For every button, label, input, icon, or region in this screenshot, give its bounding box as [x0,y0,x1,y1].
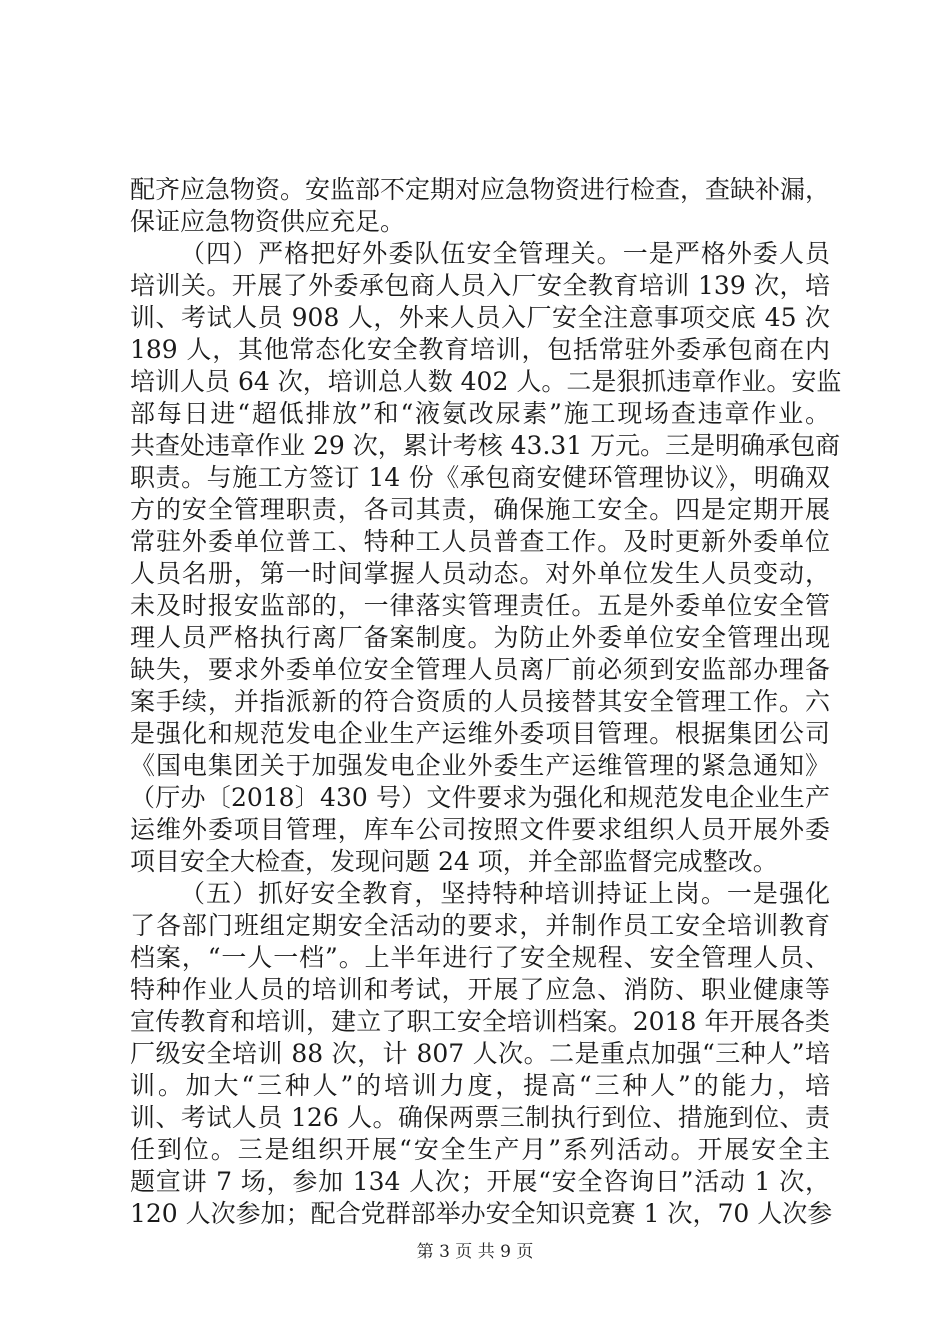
body-line: 特种作业人员的培训和考试，开展了应急、消防、职业健康等 [130,975,830,1004]
body-line: 189 人，其他常态化安全教育培训，包括常驻外委承包商在内 [130,335,830,364]
paragraph-heading-line: （五）抓好安全教育，坚持特种培训持证上岗。一是强化 [180,879,830,908]
body-line: 部每日进“超低排放”和“液氨改尿素”施工现场查违章作业。 [130,399,830,428]
body-line: 厂级安全培训 88 次，计 807 人次。二是重点加强“三种人”培 [130,1039,830,1068]
body-line: （厅办〔2018〕430 号）文件要求为强化和规范发电企业生产 [130,783,830,812]
body-line: 项目安全大检查，发现问题 24 项，并全部监督完成整改。 [130,847,778,876]
body-line: 题宣讲 7 场，参加 134 人次；开展“安全咨询日”活动 1 次， [130,1167,830,1196]
body-line: 训。加大“三种人”的培训力度，提高“三种人”的能力，培 [130,1071,830,1100]
body-line: 共查处违章作业 29 次，累计考核 43.31 万元。三是明确承包商 [130,431,841,460]
page-footer: 第 3 页 共 9 页 [416,1242,534,1262]
body-line: 培训人员 64 次，培训总人数 402 人。二是狠抓违章作业。安监 [130,367,842,396]
body-line: 宣传教育和培训，建立了职工安全培训档案。2018 年开展各类 [130,1007,830,1036]
body-line: 是强化和规范发电企业生产运维外委项目管理。根据集团公司 [130,719,830,748]
body-line: 未及时报安监部的，一律落实管理责任。五是外委单位安全管 [130,591,830,620]
body-line: 职责。与施工方签订 14 份《承包商安健环管理协议》，明确双 [130,463,830,492]
body-line: 方的安全管理职责，各司其责，确保施工安全。四是定期开展 [130,495,830,524]
body-line: 保证应急物资供应充足。 [130,207,406,236]
body-line: 案手续，并指派新的符合资质的人员接替其安全管理工作。六 [130,687,830,716]
body-line: 训、考试人员 908 人，外来人员入厂安全注意事项交底 45 次 [130,303,830,332]
body-line: 档案，“一人一档”。上半年进行了安全规程、安全管理人员、 [130,943,830,972]
body-line: 理人员严格执行离厂备案制度。为防止外委单位安全管理出现 [130,623,830,652]
body-line: 了各部门班组定期安全活动的要求，并制作员工安全培训教育 [130,911,830,940]
body-line: 常驻外委单位普工、特种工人员普查工作。及时更新外委单位 [130,527,830,556]
body-line: 人员名册，第一时间掌握人员动态。对外单位发生人员变动， [130,559,830,588]
body-line: 《国电集团关于加强发电企业外委生产运维管理的紧急通知》 [130,751,830,780]
body-line: 缺失，要求外委单位安全管理人员离厂前必须到安监部办理备 [130,655,830,684]
paragraph-heading-line: （四）严格把好外委队伍安全管理关。一是严格外委人员 [180,239,830,268]
body-line: 培训关。开展了外委承包商人员入厂安全教育培训 139 次，培 [130,271,830,300]
body-line: 任到位。三是组织开展“安全生产月”系列活动。开展安全主 [130,1135,830,1164]
body-line: 120 人次参加；配合党群部举办安全知识竞赛 1 次，70 人次参 [130,1199,833,1228]
body-line: 训、考试人员 126 人。确保两票三制执行到位、措施到位、责 [130,1103,830,1132]
body-line: 配齐应急物资。安监部不定期对应急物资进行检查，查缺补漏， [130,175,831,204]
body-line: 运维外委项目管理，库车公司按照文件要求组织人员开展外委 [130,815,830,844]
